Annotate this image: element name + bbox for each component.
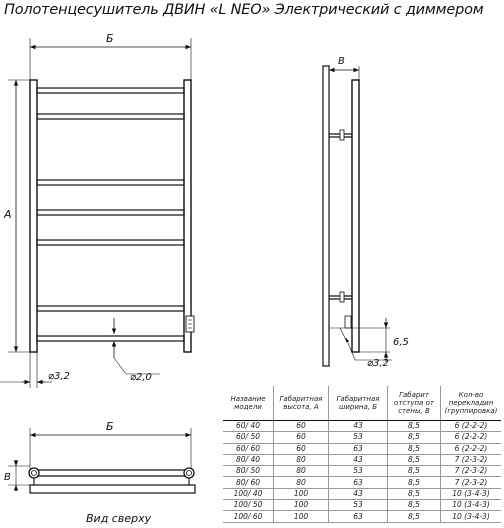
table-cell: 10 (3-4-3): [441, 511, 502, 522]
tube-diameter-label: ⌀3,2: [48, 371, 70, 382]
table-cell: 8,5: [388, 432, 441, 443]
table-cell: 80/ 40: [223, 454, 274, 465]
table-row: [223, 421, 501, 432]
table-cell: 60: [274, 421, 329, 432]
table-cell: 8,5: [388, 500, 441, 511]
top-wall: [30, 485, 195, 493]
crossbar: [37, 240, 184, 245]
wall-plate: [323, 66, 329, 366]
header-model: Название модели: [223, 386, 274, 421]
front-width-label: Б: [106, 32, 114, 45]
table-cell: 53: [329, 500, 388, 511]
table-cell: 8,5: [388, 477, 441, 488]
table-cell: 8,5: [388, 511, 441, 522]
front-height-label: А: [4, 208, 12, 221]
table-cell: 63: [329, 511, 388, 522]
table-cell: 43: [329, 488, 388, 499]
table-row: [223, 443, 501, 454]
table-cell: 43: [329, 421, 388, 432]
side-depth-label: В: [338, 56, 345, 67]
table-row: [223, 454, 501, 465]
top-view-caption: Вид сверху: [86, 512, 152, 525]
table-cell: 60: [274, 443, 329, 454]
table-cell: 6 (2-2-2): [441, 443, 502, 454]
table-cell: 80/ 60: [223, 477, 274, 488]
table-cell: 100: [274, 488, 329, 499]
top-width-label: Б: [106, 420, 114, 433]
table-cell: 100/ 40: [223, 488, 274, 499]
table-cell: 43: [329, 454, 388, 465]
table-cell: 80/ 50: [223, 466, 274, 477]
table-cell: 10 (3-4-3): [441, 488, 502, 499]
table-cell: 8,5: [388, 443, 441, 454]
table-row: [223, 466, 501, 477]
table-cell: 63: [329, 443, 388, 454]
table-cell: 80: [274, 477, 329, 488]
crossbar: [37, 180, 184, 185]
top-depth-label: В: [4, 472, 11, 483]
table-cell: 53: [329, 466, 388, 477]
table-cell: 10 (3-4-3): [441, 500, 502, 511]
crossbar: [37, 306, 184, 311]
table-cell: 60: [274, 432, 329, 443]
left-rail: [30, 80, 37, 352]
table-cell: 6 (2-2-2): [441, 432, 502, 443]
header-wall-offset: Габарит отступа от стены, В: [388, 386, 441, 421]
side-diameter-label: ⌀3,2: [367, 358, 389, 369]
table-cell: 60/ 40: [223, 421, 274, 432]
table-cell: 6 (2-2-2): [441, 421, 502, 432]
table-row: [223, 511, 501, 522]
specifications-table: [223, 386, 501, 523]
table-cell: 8,5: [388, 454, 441, 465]
table-cell: 7 (2-3-2): [441, 454, 502, 465]
table-row: [223, 432, 501, 443]
header-height: Габаритная высота, А: [274, 386, 329, 421]
table-cell: 100: [274, 500, 329, 511]
crossbar: [37, 336, 184, 341]
table-row: [223, 500, 501, 511]
table-cell: 8,5: [388, 421, 441, 432]
crossbar: [37, 114, 184, 119]
side-view: [323, 66, 392, 366]
table-cell: 53: [329, 432, 388, 443]
table-cell: 60/ 50: [223, 432, 274, 443]
table-cell: 100/ 50: [223, 500, 274, 511]
side-offset-label: 6,5: [393, 337, 409, 348]
drawing-title: Полотенцесушитель ДВИН «L NEO» Электрический с диммером: [4, 2, 484, 18]
table-cell: 8,5: [388, 466, 441, 477]
header-crossbars: Кол-во перекладин (группировка): [441, 386, 502, 421]
bar-diameter-label: ⌀2,0: [130, 372, 152, 383]
table-cell: 100/ 60: [223, 511, 274, 522]
table-cell: 7 (2-3-2): [441, 466, 502, 477]
side-rail: [352, 80, 359, 352]
table-cell: 80: [274, 466, 329, 477]
table-cell: 7 (2-3-2): [441, 477, 502, 488]
top-view: [8, 428, 195, 493]
table-row: [223, 477, 501, 488]
crossbar: [37, 88, 184, 93]
table-cell: 8,5: [388, 488, 441, 499]
table-cell: 63: [329, 477, 388, 488]
front-view: [0, 38, 194, 388]
table-row: [223, 488, 501, 499]
table-cell: 100: [274, 511, 329, 522]
table-cell: 80: [274, 454, 329, 465]
table-cell: 60/ 60: [223, 443, 274, 454]
table-header-row: [223, 386, 501, 421]
header-width: Габаритная ширина, Б: [329, 386, 388, 421]
right-rail: [184, 80, 191, 352]
crossbar: [37, 210, 184, 215]
